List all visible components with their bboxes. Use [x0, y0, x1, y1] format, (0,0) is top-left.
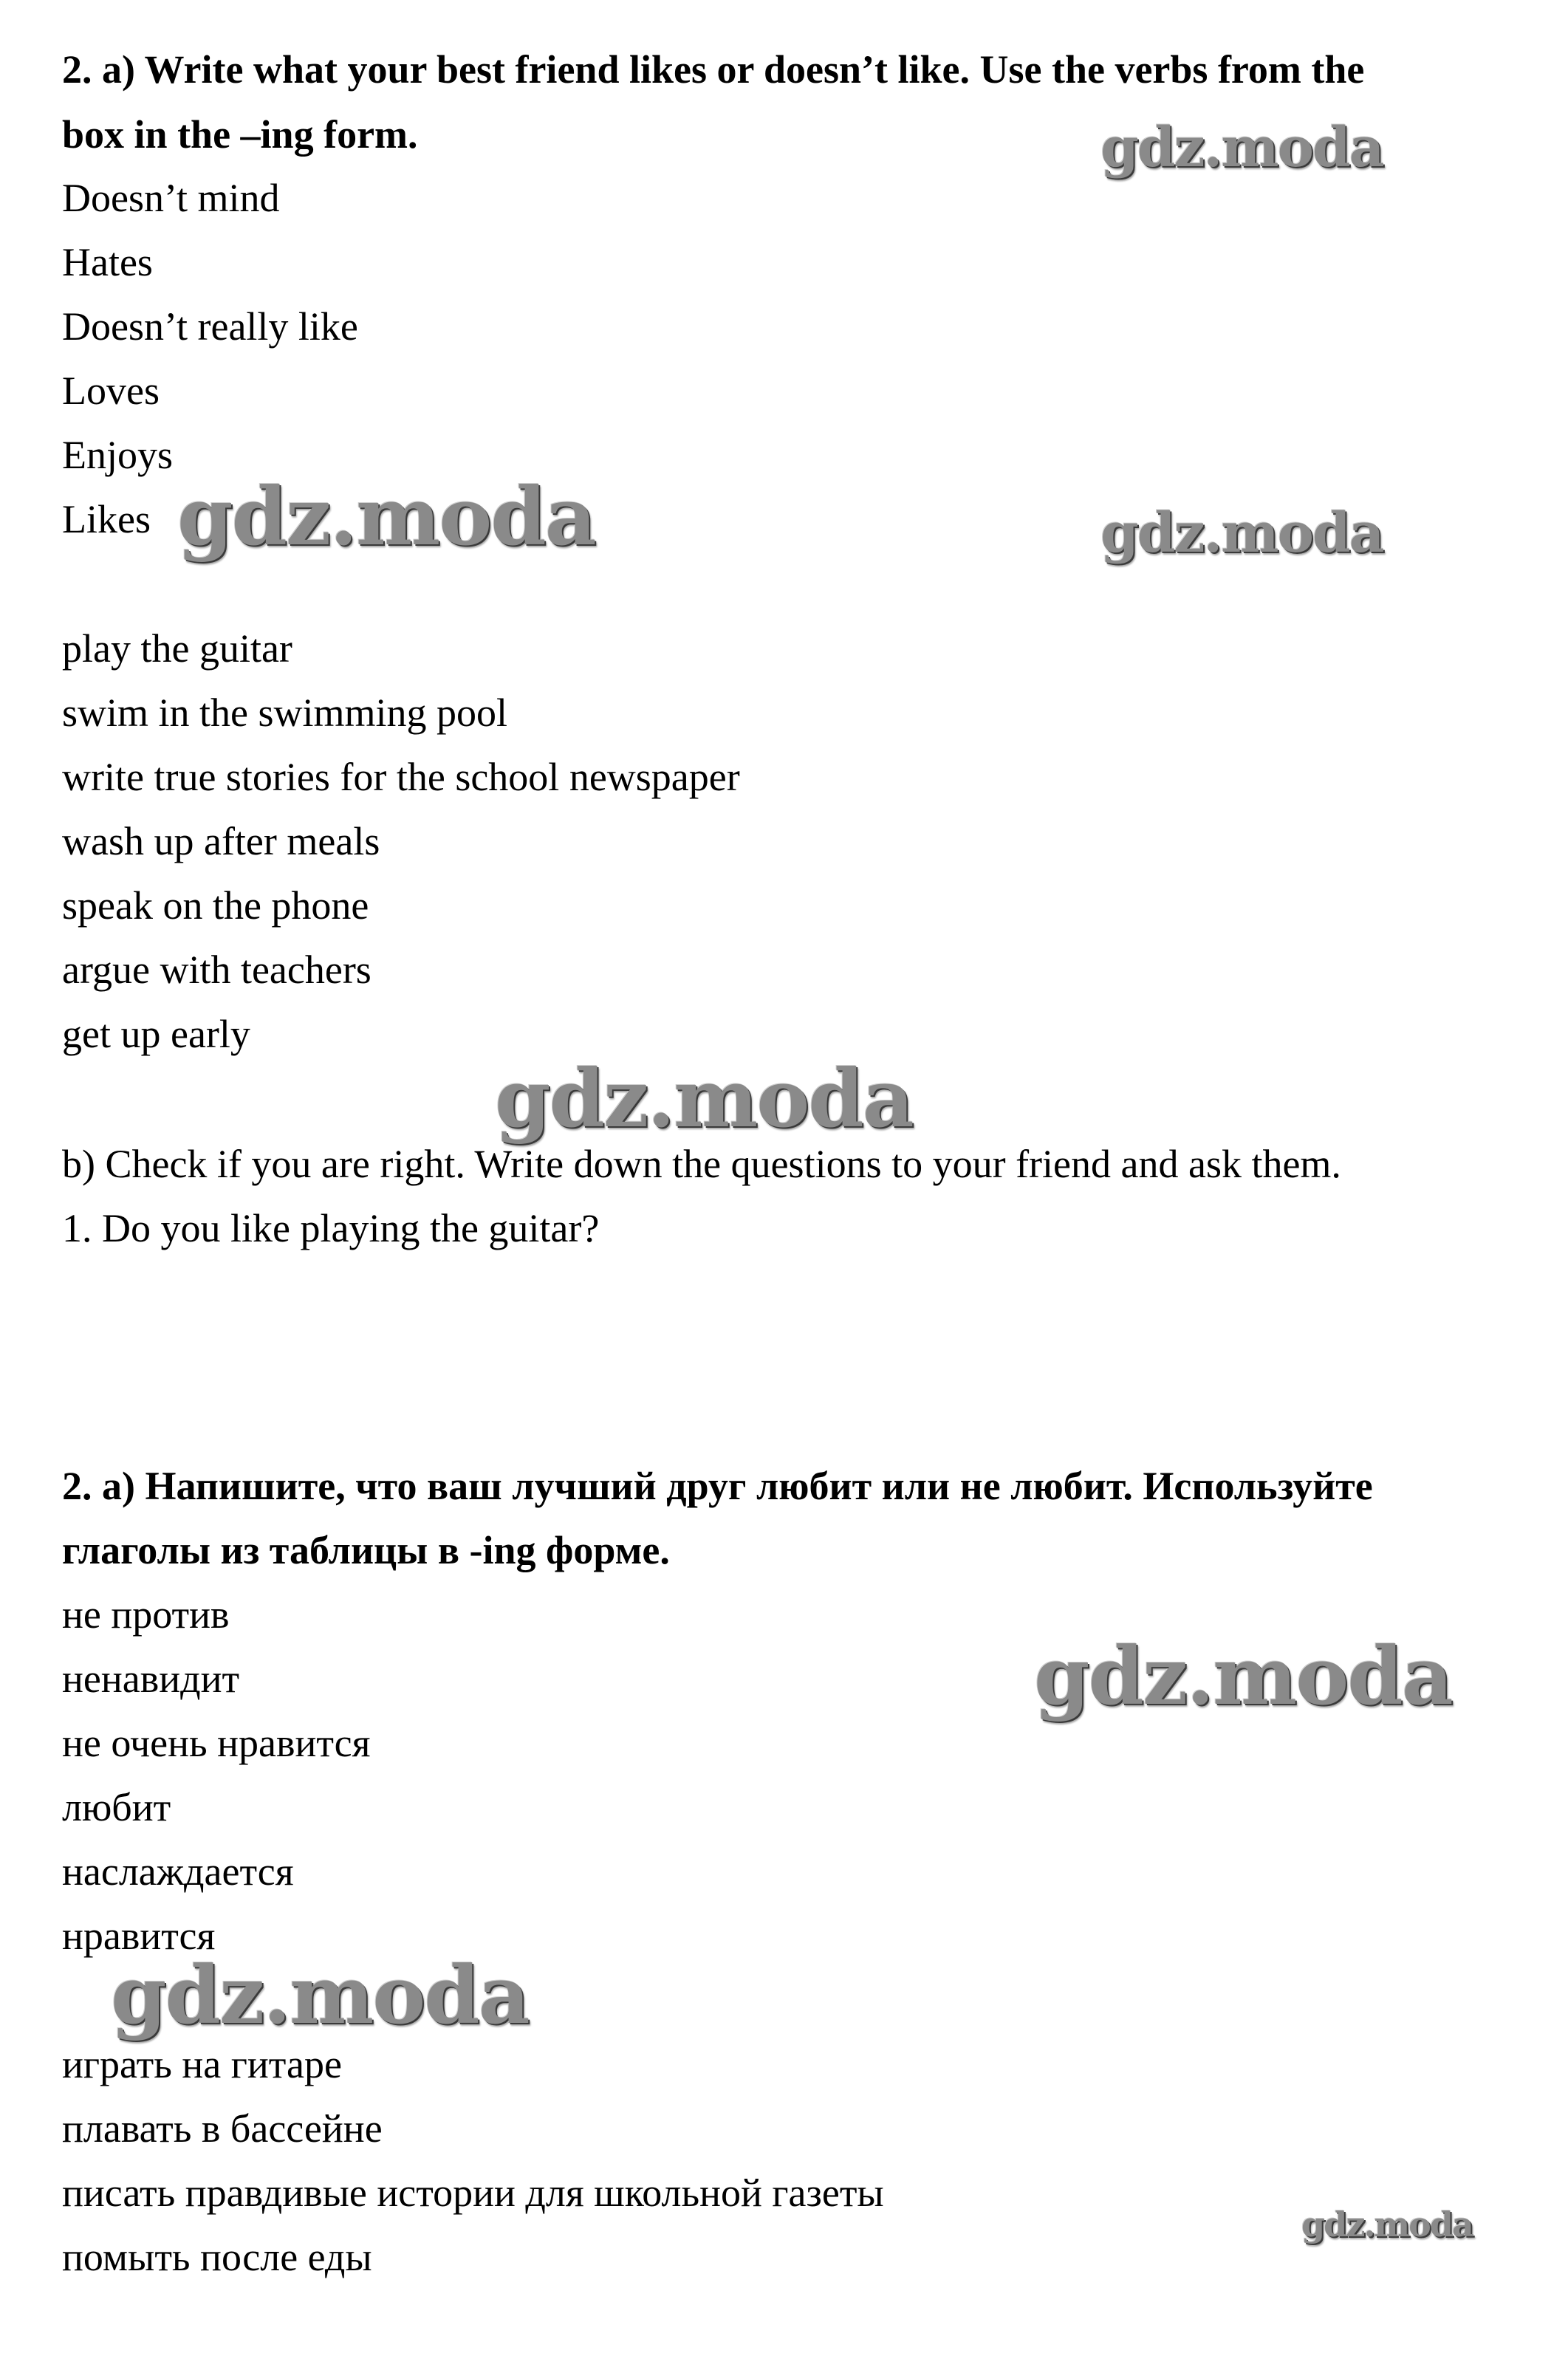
english-verb-item: write true stories for the school newspaper: [62, 755, 740, 799]
english-part-b: b) Check if you are right. Write down the questions to your friend and ask them.: [62, 1142, 1341, 1186]
russian-attitude-item: не очень нравится: [62, 1721, 371, 1765]
watermark-logo: gdz.moda: [177, 470, 595, 564]
english-heading-line-2: box in the –ing form.: [62, 112, 418, 157]
russian-attitude-item: не против: [62, 1592, 230, 1637]
russian-verb-item: плавать в бассейне: [62, 2106, 383, 2151]
russian-heading-line-2: глаголы из таблицы в -ing форме.: [62, 1528, 670, 1572]
russian-verb-item: помыть после еды: [62, 2235, 372, 2279]
english-verb-item: get up early: [62, 1012, 250, 1056]
english-attitude-item: Likes: [62, 497, 151, 541]
english-verb-item: play the guitar: [62, 626, 292, 671]
english-attitude-item: Doesn’t really like: [62, 304, 358, 349]
english-verb-item: swim in the swimming pool: [62, 691, 508, 735]
english-attitude-item: Doesn’t mind: [62, 176, 280, 220]
russian-attitude-item: ненавидит: [62, 1657, 240, 1701]
watermark-logo: gdz.moda: [1100, 116, 1383, 179]
watermark-logo: gdz.moda: [1301, 2205, 1473, 2244]
english-verb-item: argue with teachers: [62, 948, 372, 992]
english-attitude-item: Enjoys: [62, 433, 174, 477]
english-attitude-item: Loves: [62, 369, 160, 413]
english-attitude-item: Hates: [62, 240, 153, 284]
watermark-logo: gdz.moda: [1034, 1630, 1452, 1723]
english-verb-item: wash up after meals: [62, 819, 380, 863]
russian-attitude-item: любит: [62, 1785, 171, 1829]
russian-heading-line-1: 2. a) Напишите, что ваш лучший друг любит или не любит. Используйте: [62, 1464, 1373, 1508]
english-verb-item: speak on the phone: [62, 883, 369, 928]
watermark-logo: gdz.moda: [1100, 501, 1383, 565]
english-heading-line-1: 2. a) Write what your best friend likes or doesn’t like. Use the verbs from the: [62, 47, 1365, 92]
watermark-logo: gdz.moda: [111, 1949, 529, 2042]
russian-verb-item: писать правдивые истории для школьной газеты: [62, 2171, 884, 2215]
english-example-question: 1. Do you like playing the guitar?: [62, 1206, 600, 1250]
watermark-logo: gdz.moda: [495, 1052, 913, 1145]
russian-attitude-item: наслаждается: [62, 1849, 294, 1894]
russian-attitude-item: нравится: [62, 1914, 216, 1958]
russian-verb-item: играть на гитаре: [62, 2042, 342, 2086]
